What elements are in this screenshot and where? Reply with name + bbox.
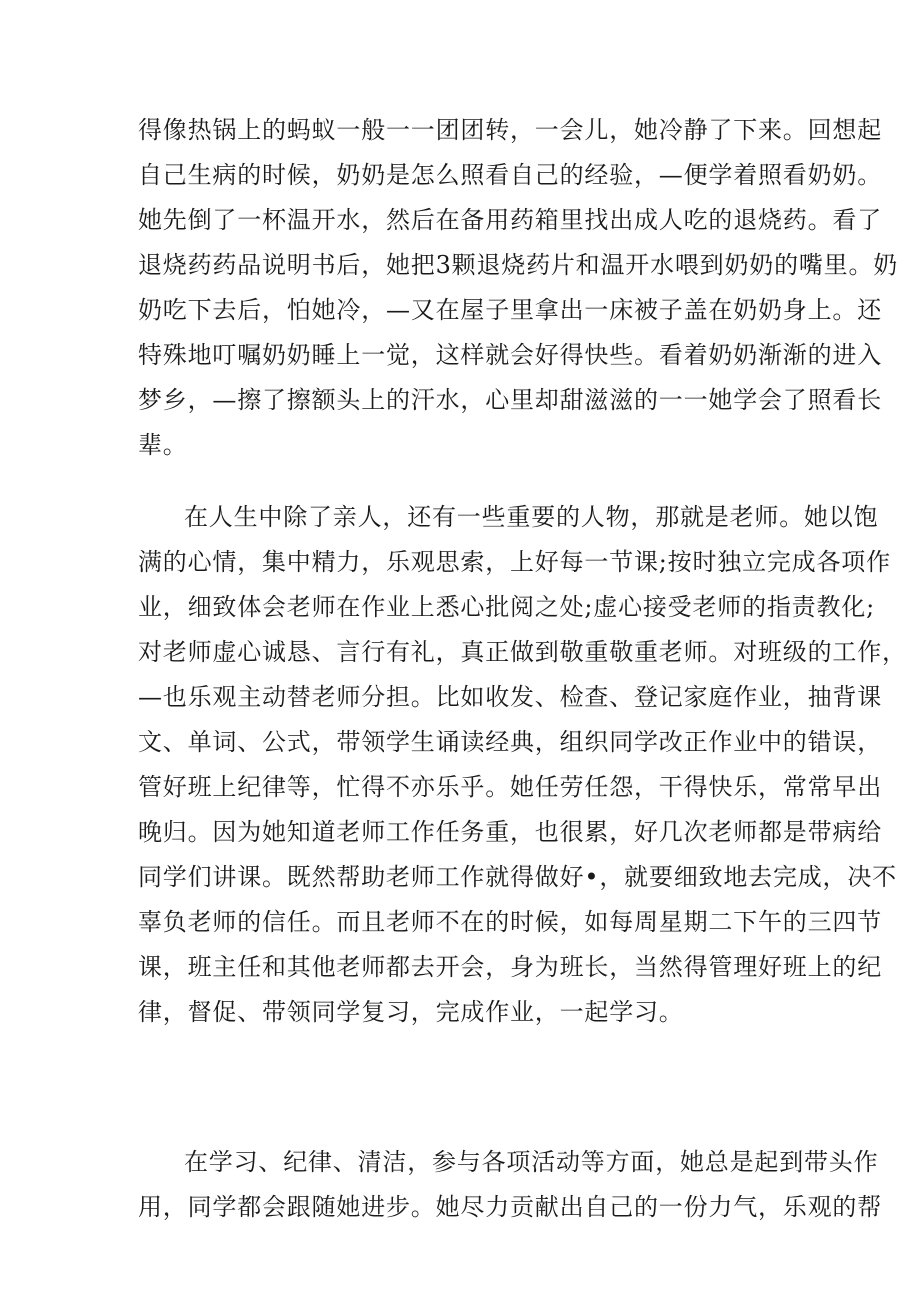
text-line: 辈。 [138, 431, 188, 459]
text-line: 课，班主任和其他老师都去开会，身为班长，当然得管理好班上的纪 [138, 953, 882, 981]
text-line: 用，同学都会跟随她进步。她尽力贡献出自己的一份力气，乐观的帮 [138, 1193, 882, 1221]
text-line: 梦乡，—擦了擦额头上的汗水，心里却甜滋滋的一一她学会了照看长 [138, 386, 882, 414]
paragraph-2 [138, 495, 907, 1035]
text-line: 在人生中除了亲人，还有一些重要的人物，那就是老师。她以饱 [184, 503, 879, 531]
text-line: 文、单词、公式，带领学生诵读经典，组织同学改正作业中的错误， [138, 728, 882, 756]
text-line: 退烧药药品说明书后，她把3颗退烧药片和温开水喂到奶奶的嘴里。奶 [138, 251, 899, 279]
text-line: 自己生病的时候，奶奶是怎么照看自己的经验，—便学着照看奶奶。 [138, 161, 882, 189]
text-line: 对老师虚心诚恳、言行有礼，真正做到敬重敬重老师。对班级的工作， [138, 638, 907, 666]
paragraph-3 [138, 1140, 882, 1230]
paragraph-1 [138, 108, 899, 468]
text-line: 在学习、纪律、清洁，参与各项活动等方面，她总是起到带头作 [184, 1148, 879, 1176]
text-line: 业，细致体会老师在作业上悉心批阅之处;虚心接受老师的指责教化; [138, 593, 875, 621]
text-line: 晚归。因为她知道老师工作任务重，也很累，好几次老师都是带病给 [138, 818, 882, 846]
text-line: 奶吃下去后，怕她冷，—又在屋子里拿出一床被子盖在奶奶身上。还 [138, 296, 882, 324]
text-line: 同学们讲课。既然帮助老师工作就得做好•，就要细致地去完成，决不 [138, 863, 897, 891]
text-line: 管好班上纪律等，忙得不亦乐乎。她任劳任怨，干得快乐，常常早出 [138, 773, 882, 801]
text-line: 满的心情，集中精力，乐观思索，上好每一节课;按时独立完成各项作 [138, 548, 891, 576]
text-line: 特殊地叮嘱奶奶睡上一觉，这样就会好得快些。看着奶奶渐渐的进入 [138, 341, 882, 369]
text-line: 律，督促、带领同学复习，完成作业，一起学习。 [138, 998, 684, 1026]
text-line: 她先倒了一杯温开水，然后在备用药箱里找出成人吃的退烧药。看了 [138, 206, 882, 234]
text-line: —也乐观主动替老师分担。比如收发、检查、登记家庭作业，抽背课 [138, 683, 882, 711]
text-line: 辜负老师的信任。而且老师不在的时候，如每周星期二下午的三四节 [138, 908, 882, 936]
text-line: 得像热锅上的蚂蚁一般一一团团转，一会儿，她冷静了下来。回想起 [138, 116, 882, 144]
